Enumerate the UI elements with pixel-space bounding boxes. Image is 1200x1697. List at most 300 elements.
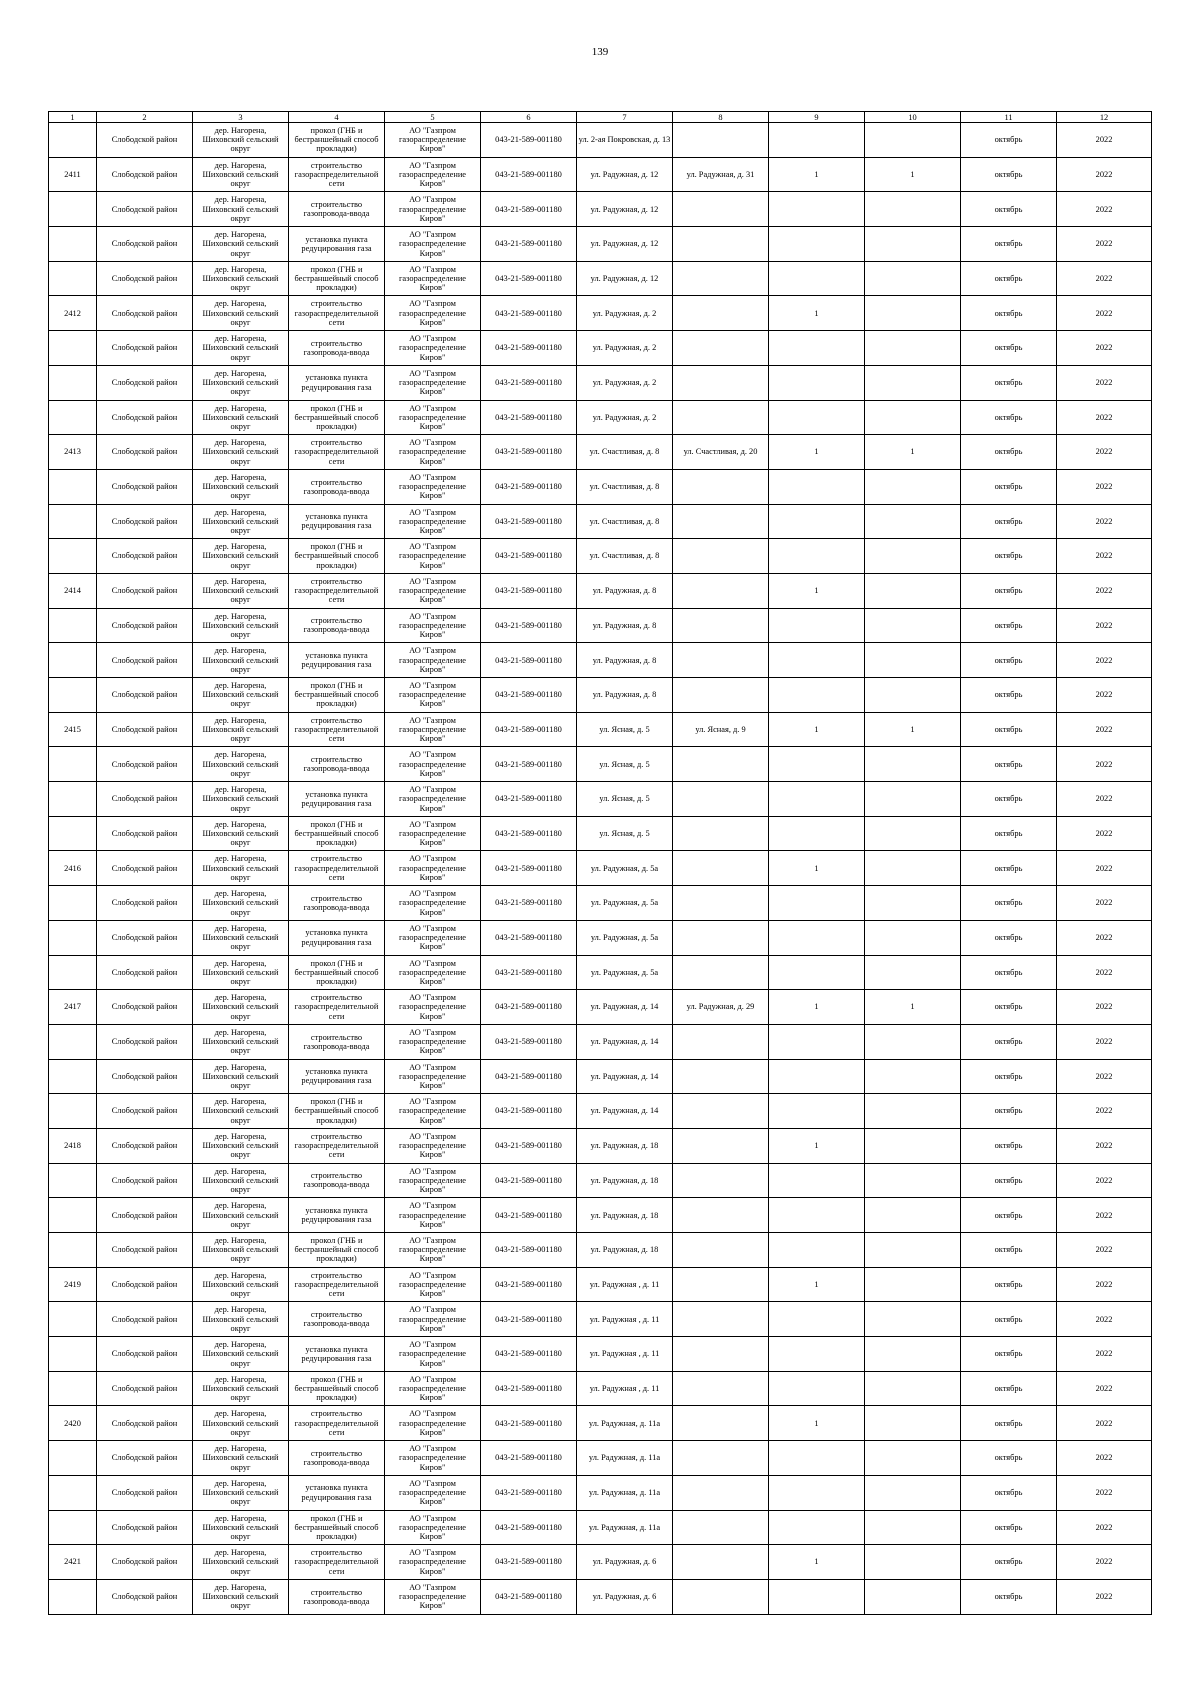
cell-text: прокол (ГНБ и бестраншейный способ прокладки) [294,1374,379,1403]
cell-text: ул. Радужная, д. 8 [592,655,657,665]
table-cell-col-5 [385,1406,481,1441]
table-cell-col-8 [673,920,769,955]
table-row [49,1267,1152,1302]
table-cell-col-1 [49,608,97,643]
table-cell-col-10 [865,1406,961,1441]
cell-text: 2022 [1095,551,1113,561]
table-cell-col-7 [577,261,673,296]
table-cell-col-5 [385,365,481,400]
table-cell-col-9 [769,296,865,331]
table-cell-col-6 [481,782,577,817]
cell-text: ул. Радужная, д. 11а [588,1522,661,1532]
table-cell-col-6 [481,1302,577,1337]
cell-text: 2022 [1095,655,1113,665]
cell-text: 043-21-589-001180 [495,1071,562,1081]
table-cell-col-2 [97,712,193,747]
cell-text: АО "Газпром газораспределение Киров" [398,576,467,605]
table-cell-col-10 [865,573,961,608]
table-cell-col-8 [673,747,769,782]
cell-text: 1 [814,1279,819,1289]
table-cell-col-2 [97,608,193,643]
table-cell-col-7 [577,920,673,955]
table-cell-col-9 [769,400,865,435]
cell-text: 2022 [1095,1210,1113,1220]
table-cell-col-8 [673,123,769,158]
column-header-3: 3 [193,112,289,123]
table-cell-col-2 [97,365,193,400]
cell-text: дер. Нагорена, Шиховский сельский округ [202,1062,279,1090]
table-row [49,1198,1152,1233]
cell-text: строительство газопровода-ввода [303,893,370,912]
cell-text: Слободской район [111,655,178,665]
cell-text: октябрь [994,1245,1023,1255]
cell-text: Слободской район [111,1141,178,1151]
cell-text: АО "Газпром газораспределение Киров" [398,1236,467,1264]
cell-text: ул. Радужная, д. 11а [588,1453,661,1463]
table-cell-col-12 [1057,1475,1152,1510]
table-cell-col-9 [769,573,865,608]
table-cell-col-12 [1057,747,1152,782]
table-cell-col-2 [97,435,193,470]
table-cell-col-1 [49,192,97,227]
table-cell-col-1 [49,261,97,296]
cell-text: ул. Ясная, д. 9 [695,724,746,734]
table-cell-col-3 [193,1579,289,1614]
cell-text: октябрь [994,1175,1023,1185]
cell-text: 043-21-589-001180 [495,308,562,318]
table-row [49,1128,1152,1163]
table-cell-col-3 [193,365,289,400]
table-cell-col-9 [769,747,865,782]
table-cell-col-12 [1057,1545,1152,1580]
cell-text: 2022 [1095,1314,1113,1324]
table-cell-col-8 [673,227,769,262]
table-cell-col-8 [673,1198,769,1233]
cell-text: октябрь [994,378,1023,388]
table-cell-col-9 [769,435,865,470]
table-cell-col-4 [289,712,385,747]
column-header-8: 8 [673,112,769,123]
cell-text: 043-21-589-001180 [495,1037,562,1047]
table-cell-col-6 [481,504,577,539]
cell-text: дер. Нагорена, Шиховский сельский округ [202,334,279,362]
table-cell-col-7 [577,1198,673,1233]
table-cell-col-3 [193,1337,289,1372]
cell-text: октябрь [994,1522,1023,1532]
table-cell-col-5 [385,1337,481,1372]
table-cell-col-2 [97,886,193,921]
table-cell-col-12 [1057,1094,1152,1129]
table-cell-col-4 [289,1475,385,1510]
cell-text: 2022 [1095,1106,1113,1116]
table-cell-col-1 [49,504,97,539]
cell-text: октябрь [994,551,1023,561]
table-cell-col-9 [769,1059,865,1094]
table-cell-col-1 [49,1024,97,1059]
table-cell-col-3 [193,1094,289,1129]
cell-text: 043-21-589-001180 [495,343,562,353]
table-cell-col-11 [961,747,1057,782]
table-row [49,920,1152,955]
table-cell-col-10 [865,643,961,678]
table-cell-col-7 [577,192,673,227]
table-row [49,1371,1152,1406]
table-cell-col-9 [769,365,865,400]
cell-text: 2022 [1095,759,1113,769]
cell-text: АО "Газпром газораспределение Киров" [398,715,467,744]
table-cell-col-5 [385,1371,481,1406]
cell-text: ул. Радужная, д. 5а [590,898,659,908]
table-cell-col-2 [97,400,193,435]
table-cell-col-8 [673,1267,769,1302]
table-cell-col-8 [673,1441,769,1476]
cell-text: 043-21-589-001180 [495,482,562,492]
table-cell-col-12 [1057,261,1152,296]
cell-text: 043-21-589-001180 [495,378,562,388]
cell-text: 043-21-589-001180 [495,586,562,596]
cell-text: 2412 [64,308,81,318]
cell-text: 2022 [1095,586,1113,596]
table-cell-col-4 [289,1198,385,1233]
cell-text: дер. Нагорена, Шиховский сельский округ [202,889,279,917]
table-row [49,1163,1152,1198]
table-cell-col-1 [49,435,97,470]
table-cell-col-10 [865,469,961,504]
table-cell-col-7 [577,227,673,262]
cell-text: строительство газопровода-ввода [303,338,370,357]
table-cell-col-12 [1057,1233,1152,1268]
cell-text: 2022 [1095,1349,1113,1359]
cell-text: АО "Газпром газораспределение Киров" [398,334,467,362]
table-cell-col-6 [481,712,577,747]
cell-text: 2022 [1095,412,1113,422]
table-cell-col-10 [865,1267,961,1302]
table-cell-col-5 [385,782,481,817]
cell-text: ул. Радужная, д. 12 [590,239,659,249]
cell-text: АО "Газпром газораспределение Киров" [398,785,467,813]
table-row [49,990,1152,1025]
cell-text: Слободской район [111,933,178,943]
cell-text: Слободской район [111,828,178,838]
table-cell-col-8 [673,851,769,886]
cell-text: ул. Ясная, д. 5 [599,759,650,769]
cell-text: дер. Нагорена, Шиховский сельский округ [202,160,279,189]
cell-text: АО "Газпром газораспределение Киров" [398,1131,467,1160]
table-cell-col-2 [97,157,193,192]
table-cell-col-2 [97,747,193,782]
table-cell-col-10 [865,1094,961,1129]
table-cell-col-10 [865,1024,961,1059]
table-cell-col-7 [577,886,673,921]
column-header-2: 2 [97,112,193,123]
cell-text: октябрь [994,412,1023,422]
table-cell-col-10 [865,816,961,851]
table-cell-col-11 [961,504,1057,539]
table-cell-col-12 [1057,816,1152,851]
table-cell-col-5 [385,608,481,643]
cell-text: октябрь [994,135,1023,145]
cell-text: Слободской район [111,343,178,353]
table-row [49,123,1152,158]
cell-text: Слободской район [111,1245,178,1255]
cell-text: октябрь [994,933,1023,943]
table-cell-col-6 [481,816,577,851]
cell-text: ул. Радужная, д. 2 [592,308,657,318]
table-cell-col-7 [577,990,673,1025]
cell-text: 043-21-589-001180 [495,690,562,700]
cell-text: октябрь [994,1210,1023,1220]
cell-text: ул. Радужная, д. 14 [590,1037,659,1047]
table-cell-col-1 [49,886,97,921]
cell-text: дер. Нагорена, Шиховский сельский округ [202,1582,279,1611]
cell-text: 043-21-589-001180 [495,447,562,457]
table-cell-col-4 [289,331,385,366]
table-cell-col-7 [577,1371,673,1406]
table-cell-col-8 [673,955,769,990]
cell-text: 2022 [1095,1279,1113,1289]
table-cell-col-10 [865,192,961,227]
cell-text: АО "Газпром газораспределение Киров" [398,819,467,848]
table-cell-col-1 [49,1233,97,1268]
table-cell-col-10 [865,1128,961,1163]
table-cell-col-9 [769,1267,865,1302]
table-cell-col-9 [769,539,865,574]
cell-text: октябрь [994,620,1023,630]
table-row [49,1406,1152,1441]
table-cell-col-6 [481,435,577,470]
table-row [49,539,1152,574]
table-cell-col-1 [49,573,97,608]
cell-text: дер. Нагорена, Шиховский сельский округ [202,819,279,848]
table-row [49,608,1152,643]
cell-text: АО "Газпром газораспределение Киров" [398,126,467,154]
table-row [49,712,1152,747]
cell-text: 2420 [64,1418,81,1428]
cell-text: Слободской район [111,586,178,596]
cell-text: ул. Радужная, д. 14 [590,1002,659,1012]
table-cell-col-12 [1057,886,1152,921]
cell-text: Слободской район [111,967,178,977]
table-cell-col-6 [481,1094,577,1129]
cell-text: прокол (ГНБ и бестраншейный способ прокладки) [294,1513,379,1541]
cell-text: октябрь [994,1106,1023,1116]
cell-text: дер. Нагорена, Шиховский сельский округ [202,646,279,674]
cell-text: установка пункта редуцирования газа [301,373,372,392]
cell-text: Слободской район [111,204,178,214]
cell-text: ул. Ясная, д. 5 [599,828,650,838]
column-header-11: 11 [961,112,1057,123]
cell-text: ул. Радужная , д. 11 [589,1314,660,1324]
table-cell-col-6 [481,261,577,296]
table-cell-col-11 [961,469,1057,504]
cell-text: 043-21-589-001180 [495,933,562,943]
table-cell-col-12 [1057,608,1152,643]
table-cell-col-2 [97,782,193,817]
cell-text: дер. Нагорена, Шиховский сельский округ [202,785,279,813]
table-cell-col-6 [481,990,577,1025]
table-cell-col-2 [97,261,193,296]
table-cell-col-6 [481,469,577,504]
table-cell-col-3 [193,573,289,608]
table-cell-col-6 [481,1371,577,1406]
cell-text: Слободской район [111,482,178,492]
table-cell-col-1 [49,1267,97,1302]
table-cell-col-6 [481,955,577,990]
table-cell-col-9 [769,1233,865,1268]
table-cell-col-5 [385,920,481,955]
cell-text: 043-21-589-001180 [495,1592,562,1602]
table-cell-col-3 [193,1406,289,1441]
table-cell-col-10 [865,747,961,782]
table-cell-col-12 [1057,782,1152,817]
table-cell-col-8 [673,539,769,574]
cell-text: ул. Радужная, д. 2 [592,412,657,422]
table-cell-col-10 [865,1579,961,1614]
cell-text: АО "Газпром газораспределение Киров" [398,438,467,466]
cell-text: строительство газораспределительной сети [294,993,379,1021]
cell-text: 2022 [1095,1071,1113,1081]
table-cell-col-10 [865,1302,961,1337]
cell-text: дер. Нагорена, Шиховский сельский округ [202,1201,279,1229]
table-row [49,1094,1152,1129]
table-cell-col-1 [49,331,97,366]
table-cell-col-11 [961,192,1057,227]
table-cell-col-4 [289,1302,385,1337]
table-cell-col-5 [385,747,481,782]
cell-text: Слободской район [111,1210,178,1220]
column-header-7: 7 [577,112,673,123]
cell-text: 1 [910,724,915,734]
cell-text: 2415 [64,724,81,734]
table-cell-col-6 [481,539,577,574]
table-cell-col-12 [1057,1128,1152,1163]
table-row [49,816,1152,851]
column-header-12: 12 [1057,112,1152,123]
table-cell-col-9 [769,712,865,747]
table-cell-col-11 [961,1094,1057,1129]
table-cell-col-7 [577,782,673,817]
table-cell-col-9 [769,955,865,990]
cell-text: ул. Счастливая, д. 8 [589,516,660,526]
table-cell-col-8 [673,1094,769,1129]
table-cell-col-2 [97,1371,193,1406]
table-cell-col-3 [193,678,289,713]
cell-text: 043-21-589-001180 [495,1349,562,1359]
table-cell-col-12 [1057,712,1152,747]
cell-text: ул. Радужная, д. 8 [592,690,657,700]
table-cell-col-5 [385,331,481,366]
table-cell-col-10 [865,1371,961,1406]
table-cell-col-3 [193,816,289,851]
table-cell-col-9 [769,1579,865,1614]
table-cell-col-8 [673,1059,769,1094]
table-cell-col-6 [481,851,577,886]
table-cell-col-4 [289,1094,385,1129]
cell-text: дер. Нагорена, Шиховский сельский округ [202,264,279,293]
cell-text: АО "Газпром газораспределение Киров" [398,507,467,535]
table-cell-col-7 [577,643,673,678]
table-cell-col-6 [481,608,577,643]
table-cell-col-8 [673,1475,769,1510]
table-cell-col-11 [961,1545,1057,1580]
cell-text: прокол (ГНБ и бестраншейный способ прокладки) [294,1236,379,1264]
table-cell-col-3 [193,331,289,366]
table-cell-col-7 [577,365,673,400]
cell-text: установка пункта редуцирования газа [301,1067,372,1086]
cell-text: дер. Нагорена, Шиховский сельский округ [202,472,279,501]
cell-text: установка пункта редуцирования газа [301,1483,372,1502]
cell-text: строительство газопровода-ввода [303,477,370,496]
cell-text: Слободской район [111,863,178,873]
cell-text: дер. Нагорена, Шиховский сельский округ [202,1548,279,1576]
cell-text: дер. Нагорена, Шиховский сельский округ [202,1166,279,1195]
cell-text: строительство газопровода-ввода [303,1587,370,1606]
cell-text: Слободской район [111,412,178,422]
table-cell-col-1 [49,1128,97,1163]
cell-text: 043-21-589-001180 [495,273,562,283]
cell-text: дер. Нагорена, Шиховский сельский округ [202,1270,279,1299]
table-row [49,1059,1152,1094]
table-cell-col-5 [385,1267,481,1302]
table-cell-col-12 [1057,227,1152,262]
cell-text: 043-21-589-001180 [495,794,562,804]
table-cell-col-12 [1057,1302,1152,1337]
table-cell-col-10 [865,1337,961,1372]
table-row [49,1545,1152,1580]
table-row [49,1475,1152,1510]
table-cell-col-4 [289,1441,385,1476]
cell-text: АО "Газпром газораспределение Киров" [398,195,467,223]
table-cell-col-11 [961,643,1057,678]
table-cell-col-2 [97,1441,193,1476]
cell-text: дер. Нагорена, Шиховский сельский округ [202,923,279,952]
table-cell-col-6 [481,1337,577,1372]
table-cell-col-1 [49,539,97,574]
table-cell-col-6 [481,678,577,713]
table-cell-col-2 [97,1198,193,1233]
table-row [49,1510,1152,1545]
table-cell-col-2 [97,1579,193,1614]
table-cell-col-4 [289,261,385,296]
table-cell-col-3 [193,400,289,435]
table-cell-col-11 [961,227,1057,262]
table-cell-col-10 [865,886,961,921]
table-cell-col-8 [673,678,769,713]
data-table [48,111,1152,1615]
table-cell-col-3 [193,990,289,1025]
cell-text: АО "Газпром газораспределение Киров" [398,1027,467,1056]
cell-text: 2022 [1095,1488,1113,1498]
table-cell-col-5 [385,539,481,574]
table-cell-col-6 [481,1579,577,1614]
cell-text: ул. Радужная, д. 6 [592,1557,657,1567]
cell-text: 2022 [1095,308,1113,318]
table-cell-col-8 [673,1128,769,1163]
table-cell-col-11 [961,712,1057,747]
table-cell-col-6 [481,920,577,955]
cell-text: 043-21-589-001180 [495,967,562,977]
cell-text: 043-21-589-001180 [495,1453,562,1463]
cell-text: октябрь [994,273,1023,283]
table-cell-col-5 [385,955,481,990]
cell-text: Слободской район [111,1488,178,1498]
table-cell-col-11 [961,1163,1057,1198]
table-cell-col-5 [385,1059,481,1094]
cell-text: 1 [814,724,819,734]
table-cell-col-9 [769,1510,865,1545]
table-cell-col-10 [865,678,961,713]
cell-text: 2022 [1095,690,1113,700]
